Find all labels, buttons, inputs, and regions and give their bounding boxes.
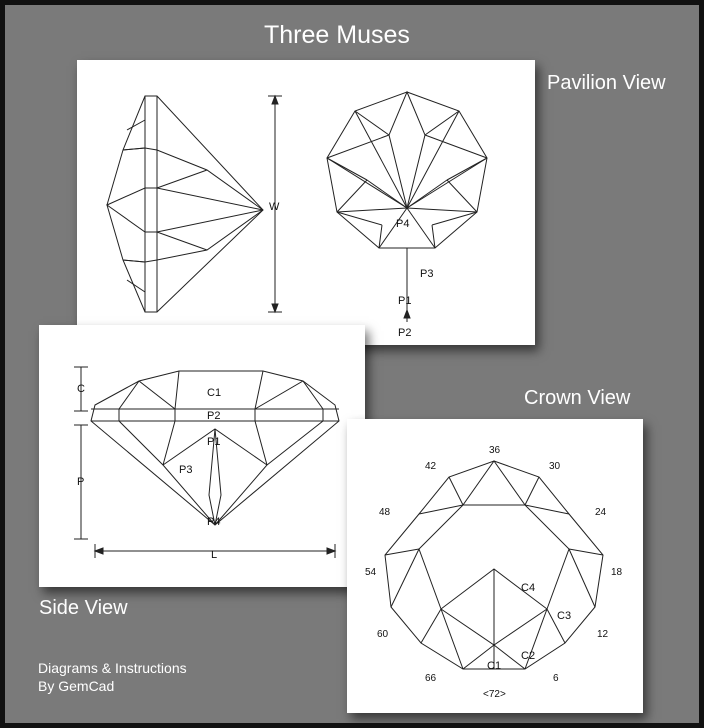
credit-line-1: Diagrams & Instructions	[38, 660, 187, 676]
crown-index-label: 30	[549, 461, 561, 472]
crown-index-label: 48	[379, 507, 391, 518]
crown-index-label: 18	[611, 567, 623, 578]
crown-index-label: 42	[425, 461, 437, 472]
crown-facet-label-c2: C2	[521, 650, 536, 662]
crown-index-label: 60	[377, 629, 389, 640]
pavilion-view-diagram	[77, 60, 535, 345]
side-facet-label-p3: P3	[179, 464, 193, 476]
credit-text	[38, 659, 187, 695]
credit-line-2: By GemCad	[38, 678, 115, 694]
crown-facet-c4	[463, 461, 525, 505]
side-facet-label-c1: C1	[207, 387, 222, 399]
side-facet-label-p4: P4	[207, 516, 221, 528]
crown-facet-label-c4: C4	[521, 582, 536, 594]
crown-facet-lines	[385, 477, 603, 669]
crown-view-card	[347, 419, 643, 713]
pavilion-side-facet-lines	[119, 421, 323, 525]
pavilion-facet-label-p1: P1	[398, 295, 412, 307]
pavilion-profile-facet-line	[127, 120, 145, 292]
crown-view-heading: Crown View	[524, 387, 631, 409]
pavilion-view-heading: Pavilion View	[547, 72, 666, 94]
crown-facet-label-c3: C3	[557, 610, 572, 622]
crown-index-label: <72>	[483, 689, 506, 700]
crown-index-label: 24	[595, 507, 607, 518]
pavilion-facet-label-p3: P3	[420, 268, 434, 280]
pavilion-facet-label-p4: P4	[396, 218, 410, 230]
crown-index-label: 54	[365, 567, 377, 578]
pavilion-profile-facet-line	[123, 148, 263, 210]
p2-pointer-arrow	[404, 310, 410, 318]
width-dimension-label: W	[269, 201, 280, 213]
side-view-diagram	[39, 325, 365, 587]
pavilion-dimension-label: P	[77, 476, 85, 488]
side-view-heading: Side View	[39, 597, 128, 619]
crown-index-label: 12	[597, 629, 609, 640]
crown-facet-label-c1: C1	[487, 660, 502, 672]
crown-index-label: 66	[425, 673, 437, 684]
crown-index-label: 6	[553, 673, 559, 684]
side-facet-label-p2: P2	[207, 410, 221, 422]
crown-dimension-label: C	[77, 383, 85, 395]
pavilion-facet-label-p2: P2	[398, 327, 412, 339]
pavilion-profile-facet-line	[107, 188, 263, 232]
pavilion-profile-facet-line	[123, 210, 263, 262]
side-facet-label-p1: P1	[207, 436, 221, 448]
pavilion-facet	[389, 92, 425, 208]
crown-view-diagram	[347, 419, 643, 713]
side-view-card	[39, 325, 365, 587]
crown-index-label: 36	[489, 445, 501, 456]
length-dimension-label: L	[211, 549, 218, 561]
pavilion-view-card	[77, 60, 535, 345]
page-title: Three Muses	[264, 21, 410, 49]
